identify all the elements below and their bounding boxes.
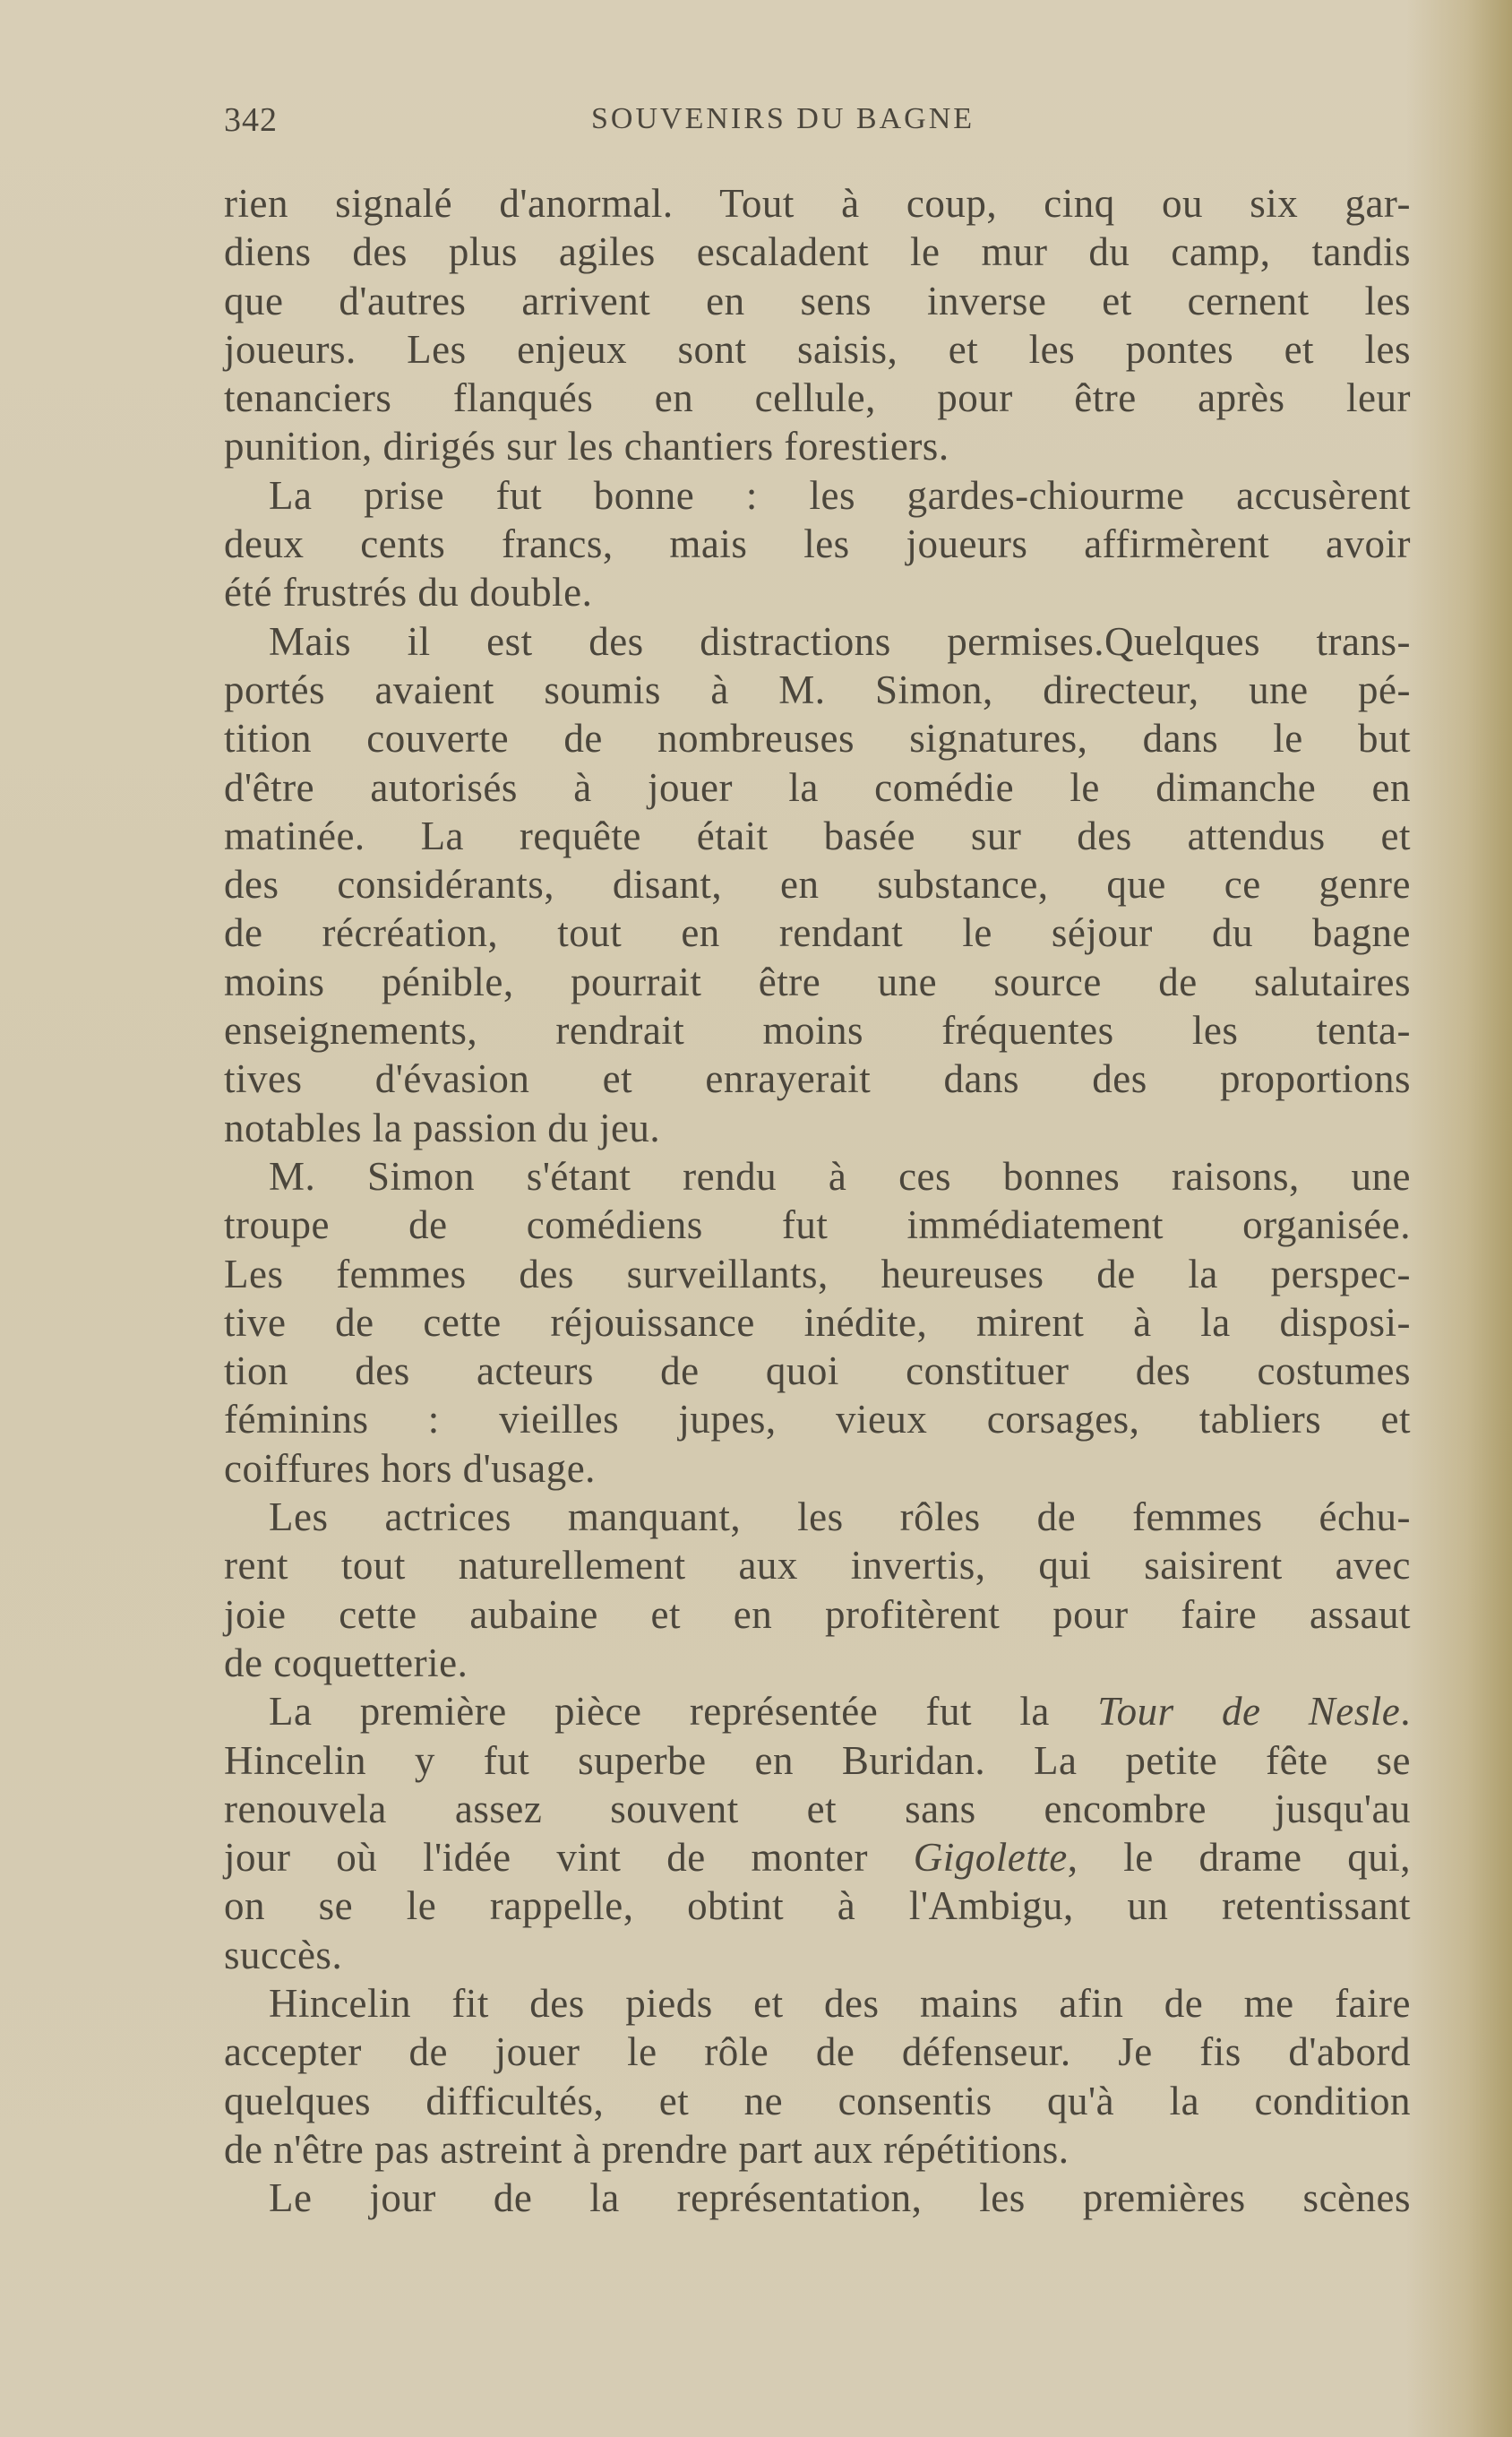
text-line: de récréation, tout en rendant le séjour du bagne: [224, 910, 1411, 956]
paragraph: [224, 471, 1411, 617]
text-line: Mais il est des distractions permises.Quelques trans-: [269, 618, 1411, 664]
text-run: .: [1400, 1689, 1412, 1735]
text-line: rien signalé d'anormal. Tout à coup, cinq ou six gar-: [224, 181, 1411, 226]
text-line: deux cents francs, mais les joueurs affirmèrent avoir: [224, 521, 1411, 567]
running-title: SOUVENIRS DU BAGNE: [591, 102, 975, 135]
text-line: tenanciers flanqués en cellule, pour être après leur: [224, 375, 1411, 421]
text-line: [224, 1833, 1411, 1882]
text-line: joueurs. Les enjeux sont saisis, et les pontes et les: [224, 326, 1411, 372]
text-line: joie cette aubaine et en profitèrent pour faire assaut: [224, 1591, 1411, 1637]
body-text: [224, 179, 1411, 2222]
paragraph: [224, 1687, 1411, 1979]
text-line: punition, dirigés sur les chantiers forestiers.: [224, 424, 949, 469]
text-line: des considérants, disant, en substance, que ce genre: [224, 862, 1411, 908]
paragraph: [224, 179, 1411, 471]
text-line: enseignements, rendrait moins fréquentes les tenta-: [224, 1008, 1411, 1054]
text-line: féminins : vieilles jupes, vieux corsages, tabliers et: [224, 1397, 1411, 1442]
text-line: de coquetterie.: [224, 1640, 468, 1685]
text-line: coiffures hors d'usage.: [224, 1445, 596, 1491]
play-title: Tour de Nesle: [1097, 1689, 1401, 1735]
text-line: que d'autres arrivent en sens inverse et cernent les: [224, 278, 1411, 323]
text-line: Le jour de la représentation, les premières scènes: [269, 2175, 1411, 2221]
text-line: on se le rappelle, obtint à l'Ambigu, un retentissant: [224, 1883, 1411, 1929]
text-line: Hincelin y fut superbe en Buridan. La petite fête se: [224, 1737, 1411, 1783]
page-number: 342: [224, 101, 278, 139]
paragraph: [224, 1493, 1411, 1687]
text-line: moins pénible, pourrait être une source de salutaires: [224, 959, 1411, 1004]
text-line: quelques difficultés, et ne consentis qu'à la condition: [224, 2078, 1411, 2123]
text-line: troupe de comédiens fut immédiatement organisée.: [224, 1202, 1411, 1248]
text-line: tive de cette réjouissance inédite, mirent à la disposi-: [224, 1299, 1411, 1345]
paragraph: [224, 1979, 1411, 2174]
text-line: portés avaient soumis à M. Simon, directeur, une pé-: [224, 667, 1411, 712]
text-line: La prise fut bonne : les gardes-chiourme accusèrent: [269, 472, 1411, 518]
text-line: Les actrices manquant, les rôles de femmes échu-: [269, 1494, 1411, 1540]
text-line: succès.: [224, 1932, 343, 1977]
text-line: accepter de jouer le rôle de défenseur. Je fis d'abord: [224, 2029, 1411, 2075]
text-line: de n'être pas astreint à prendre part aux répétitions.: [224, 2126, 1070, 2172]
text-line: diens des plus agiles escaladent le mur du camp, tandis: [224, 229, 1411, 275]
text-line: été frustrés du double.: [224, 570, 593, 616]
text-line: d'être autorisés à jouer la comédie le dimanche en: [224, 764, 1411, 810]
text-line: tion des acteurs de quoi constituer des costumes: [224, 1348, 1411, 1394]
text-run: La première pièce représentée fut la: [269, 1689, 1098, 1735]
text-line: renouvela assez souvent et sans encombre jusqu'au: [224, 1786, 1411, 1831]
text-line: [224, 1687, 1411, 1735]
text-run: jour où l'idée vint de monter: [224, 1835, 914, 1881]
text-run: , le drame qui,: [1067, 1835, 1411, 1881]
text-line: matinée. La requête était basée sur des attendus et: [224, 813, 1411, 858]
page-header: [224, 100, 1411, 145]
text-line: M. Simon s'étant rendu à ces bonnes raisons, une: [269, 1153, 1411, 1199]
paragraph: [224, 2174, 1411, 2222]
text-line: Les femmes des surveillants, heureuses de la perspec-: [224, 1251, 1411, 1296]
text-line: tives d'évasion et enrayerait dans des proportions: [224, 1056, 1411, 1102]
text-line: Hincelin fit des pieds et des mains afin de me faire: [269, 1980, 1411, 2026]
paragraph: [224, 617, 1411, 1152]
play-title: Gigolette: [913, 1835, 1068, 1881]
text-line: tition couverte de nombreuses signatures, dans le but: [224, 716, 1411, 762]
paragraph: [224, 1152, 1411, 1493]
text-line: rent tout naturellement aux invertis, qui saisirent avec: [224, 1543, 1411, 1589]
text-line: notables la passion du jeu.: [224, 1105, 661, 1150]
